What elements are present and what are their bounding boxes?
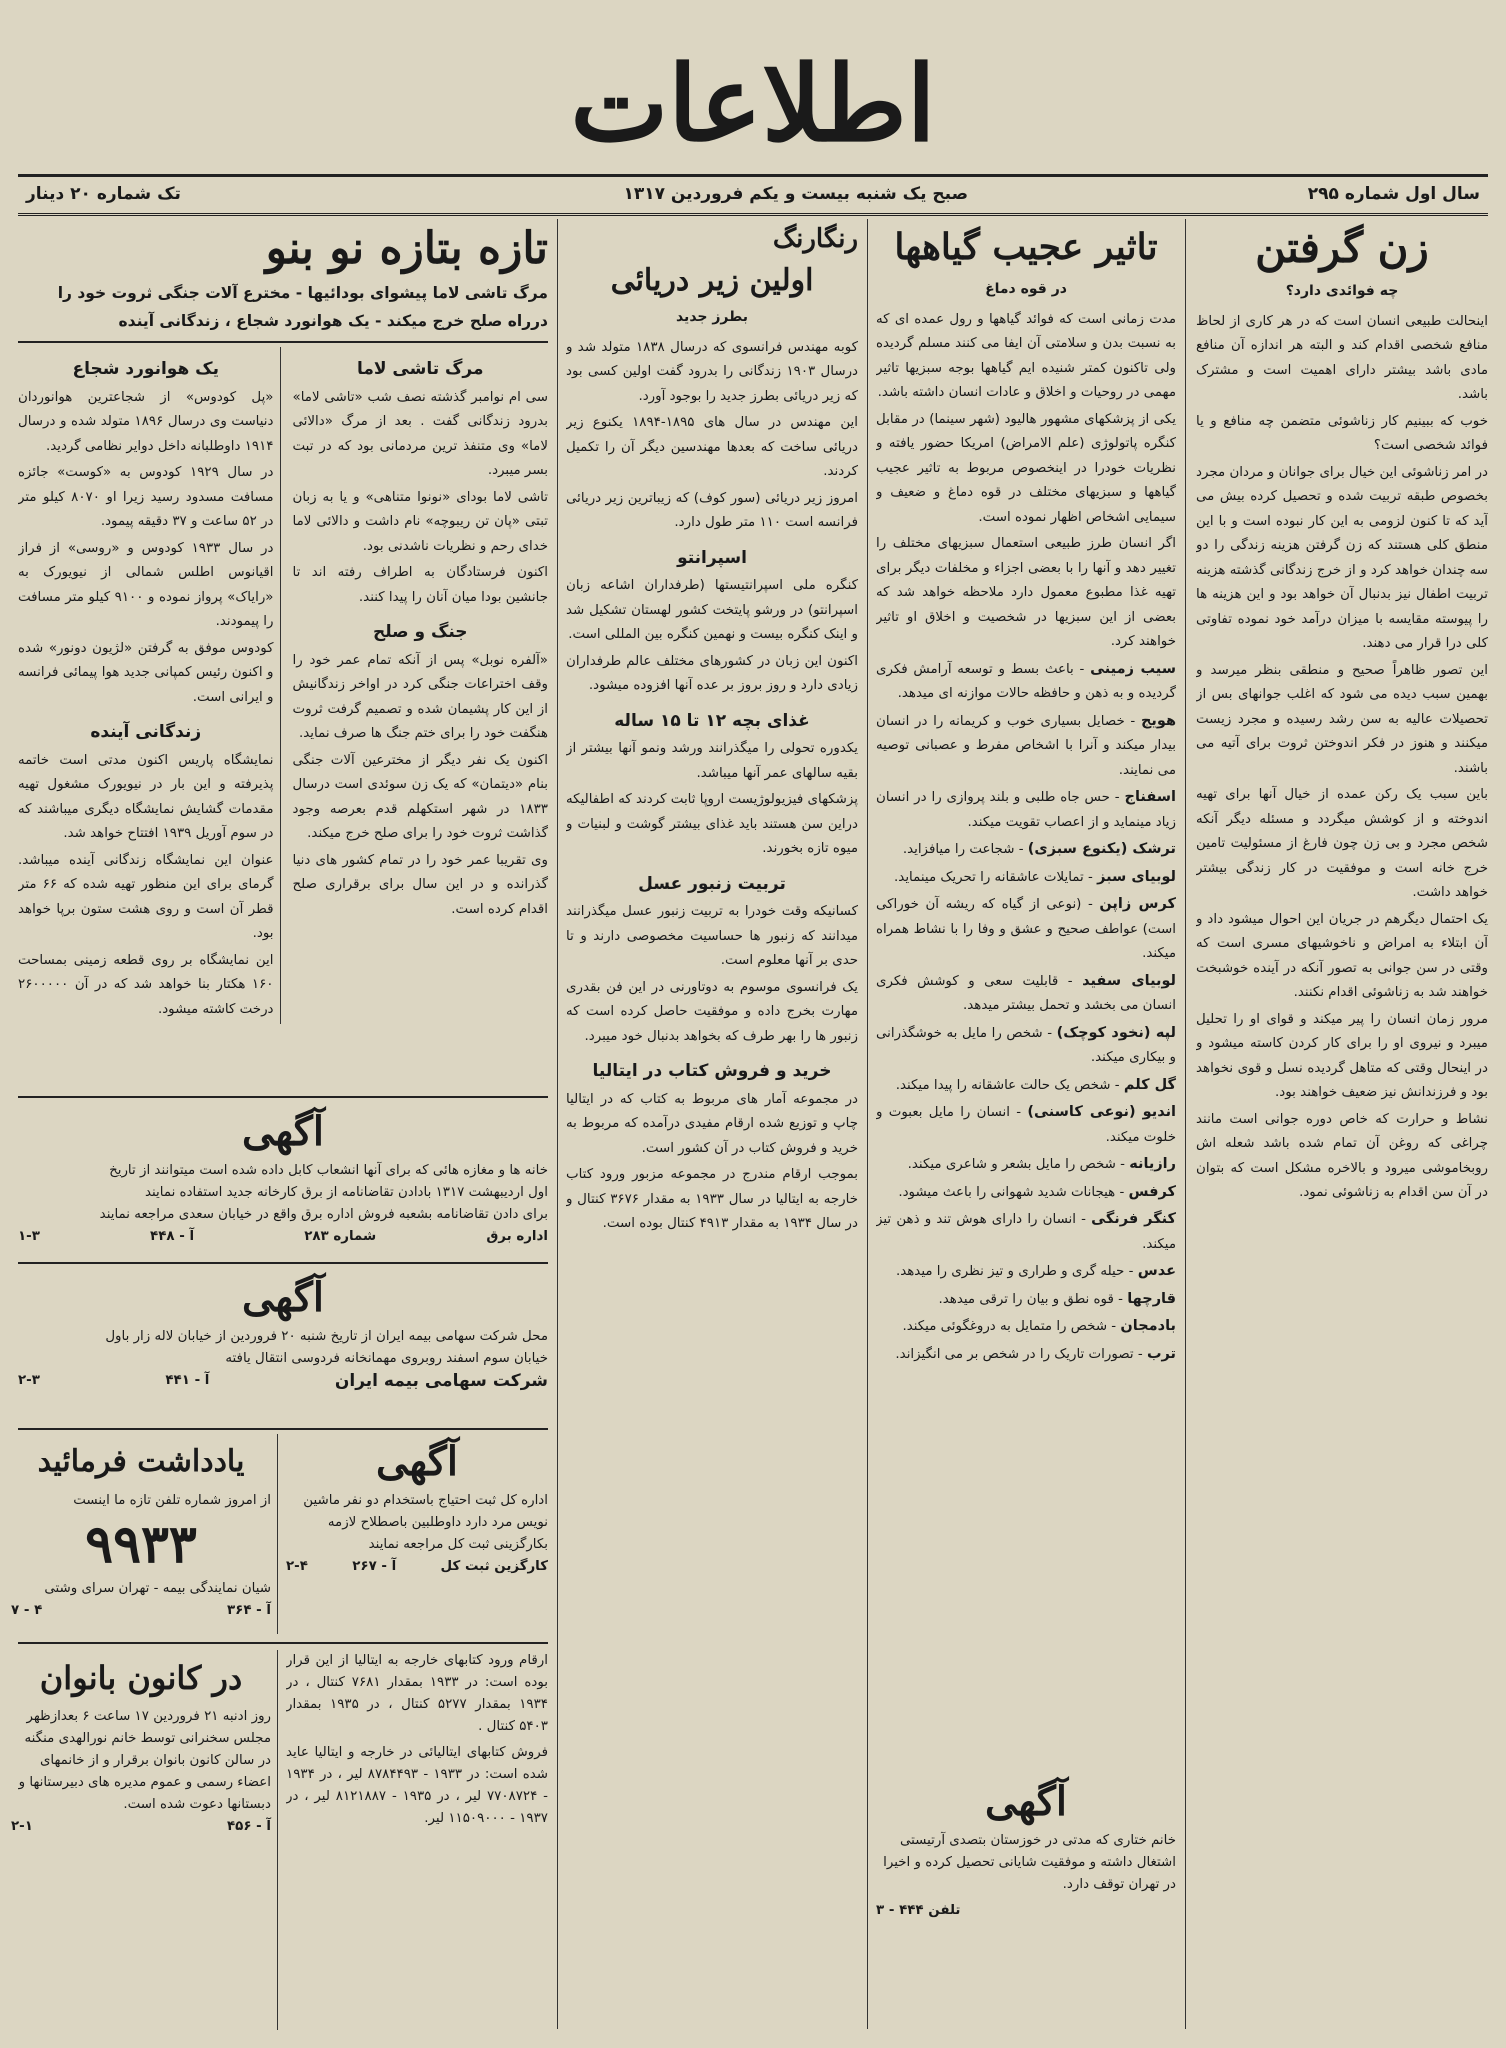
ad-actress bbox=[876, 1774, 1176, 2024]
section-heading: جنگ و صلح bbox=[372, 622, 468, 642]
vegetable-item: سیب زمینی - باعث بسط و توسعه آرامش فکری گردیده و به ذهن و حافظه حالات موازنه ای میدهد. bbox=[876, 660, 1176, 701]
ad-title: آگهی bbox=[985, 1778, 1067, 1825]
vegetable-item: کنگر فرنگی - انسان را دارای هوش تند و ذهن تیز میکند. bbox=[876, 1211, 1176, 1252]
vegetable-name: سیب زمینی bbox=[1090, 660, 1176, 677]
paragraph: این نمایشگاه بر روی قطعه زمینی بمساحت ۱۶۰ هکتار بنا خواهد شد که در آن ۲۶۰۰۰۰۰ درخت کاشته میشود. bbox=[18, 952, 274, 1017]
section-heading: تربیت زنبور عسل bbox=[638, 873, 786, 894]
issue-number: سال اول شماره ۲۹۵ bbox=[1307, 184, 1480, 204]
vegetable-name: ترب bbox=[1146, 1345, 1176, 1362]
article-subtitle: در قوه دماغ bbox=[985, 281, 1067, 297]
ad-number: آ - ۲۶۷ bbox=[352, 1559, 397, 1574]
news-right bbox=[293, 347, 549, 1024]
ad-phone: تلفن ۴۴۴ - ۳ bbox=[876, 1903, 961, 1918]
column-divider bbox=[1185, 219, 1186, 2029]
ad-line: اول اردیبهشت ۱۳۱۷ بادادن تقاضانامه از برق کارخانه جدید استفاده نمایند bbox=[144, 1185, 548, 1200]
section-heading: مرگ تاشی لاما bbox=[356, 359, 484, 379]
article-subtitle: بطرز جدید bbox=[675, 309, 749, 325]
vegetable-effect: قابلیت سعی و کوشش فکری انسان می بخشد و تحمل بیشتر میدهد. bbox=[876, 973, 1176, 1013]
headline-2: درراه صلح خرج میکند - یک هوانورد شجاع ، زندگانی آینده bbox=[118, 312, 548, 330]
ad-text: خانم ختاری که مدتی در خوزستان بتصدی آرتیستی اشتغال داشته و موفقیت شایانی تحصیل کرده و اخیرا در تهران توقف دارد. bbox=[883, 1833, 1176, 1892]
ad-company: شرکت سهامی بیمه ایران bbox=[334, 1371, 548, 1391]
book-sales-table bbox=[286, 1650, 548, 2030]
ad-title: در کانون بانوان bbox=[39, 1659, 243, 1697]
vegetable-name: ترشک (یکنوع سبزی) bbox=[1027, 841, 1176, 857]
vegetable-name: عدس bbox=[1137, 1263, 1176, 1279]
vegetable-effect: شخص را مایل به خوشگذرانی و بیکاری میکند. bbox=[876, 1025, 1176, 1065]
vegetable-effect: انسان را مایل بعبوت و خلوت میکند. bbox=[876, 1105, 1176, 1145]
ads-divider bbox=[18, 1096, 548, 1098]
paragraph: مدت زمانی است که فوائد گیاهها و رول عمده ای که به نسبت بدن و سلامتی آن ایفا می کنند مسلم گردیده ولی تاکنون کمتر شنیده ایم گیاهها بوجه سبزیها تاثیر مهمی در روحیات و اخلاق و عادات انسان داشته باشد. bbox=[876, 311, 1176, 400]
ad-office: کارگزین ثبت کل bbox=[440, 1559, 548, 1574]
ad-registry bbox=[286, 1434, 548, 1634]
paragraph: کودوس موفق به گرفتن «لژیون دونور» شده و اکنون رئیس کمپانی جدید هوا پیمائی فرانسه و ایرانی است. bbox=[18, 640, 274, 705]
paragraph: «پل کودوس» از شجاعترین هوانوردان دنیاست وی درسال ۱۸۹۶ متولد شده و درسال ۱۹۱۴ داوطلبانه داخل دوایر نظامی گردید. bbox=[18, 389, 274, 454]
ad-number: ۲-۳ bbox=[18, 1373, 40, 1388]
ad-office: اداره برق bbox=[486, 1229, 548, 1244]
vegetable-item: لوبیای سفید - قابلیت سعی و کوشش فکری انسان می بخشد و تحمل بیشتر میدهد. bbox=[876, 972, 1176, 1013]
ad-phone-number: ۹۹۳۳ bbox=[85, 1514, 197, 1575]
vegetable-item: گل کلم - شخص یک حالت عاشقانه را پیدا میکند. bbox=[895, 1076, 1176, 1093]
paragraph: یک فرانسوی موسوم به دوتاورنی در این فن بقدری مهارت بخرج داده و موفقیت حاصل کرده است که زنبور ها را بهر طرف که بخواهد بدنبال خود میبرد. bbox=[566, 979, 858, 1044]
vegetable-item: لپه (نخود کوچک) - شخص را مایل به خوشگذرانی و بیکاری میکند. bbox=[876, 1024, 1176, 1065]
ad-title: آگهی bbox=[242, 1108, 324, 1155]
ad-title: آگهی bbox=[376, 1438, 458, 1485]
paragraph: باین سبب یک رکن عمده از خیال آنها برای تهیه اندوخته و از کوشش میگردد و مسئله دیگر آنکه شخص مجرد و بی زن چون فارغ از مسئولیت تامین خرج خانه است و موفقیت در کار زندگی بیشتر خواهد داشت. bbox=[1196, 787, 1488, 900]
vegetable-item: عدس - حیله گری و طراری و تیز نظری را میدهد. bbox=[895, 1263, 1176, 1279]
vegetable-effect: قوه نطق و بیان را ترقی میدهد. bbox=[938, 1291, 1114, 1307]
paragraph: نشاط و حرارت که خاص دوره جوانی است مانند چراغی که روغن آن تمام شده باشد شعله اش روبخاموشی میرود و بالاخره مشکل است که بتوان در آن سن اقدام به زناشوئی نمود. bbox=[1196, 1111, 1488, 1200]
paragraph: اکنون فرستادگان به اطراف رفته اند تا جانشین بودا میان آنان را پیدا کنند. bbox=[292, 565, 548, 605]
vegetable-item: رازیانه - شخص را مایل بشعر و شاعری میکند. bbox=[907, 1156, 1176, 1172]
vegetable-effect: شخص را متمایل به دروغگوئی میکند. bbox=[902, 1319, 1108, 1334]
paragraph: اکنون یک نفر دیگر از مخترعین آلات جنگی بنام «دیتمان» که یک زن سوئدی است درسال ۱۸۳۳ در شهر استکهلم قدم بعرصه وجود گذاشت ثروت خود را برای صلح خرج میکند. bbox=[292, 752, 548, 841]
ad-text: از امروز شماره تلفن تازه ما اینست bbox=[73, 1493, 271, 1508]
vegetable-name: اندیو (نوعی کاسنی) bbox=[1027, 1104, 1176, 1120]
paragraph: در مجموعه آمار های مربوط به کتاب که در ایتالیا چاپ و توزیع شده ارقام مفیدی درآمده که مربوط به خرید و فروش کتاب در آن کشور است. bbox=[566, 1091, 858, 1156]
paragraph: وی تقریبا عمر خود را در تمام کشور های دنیا گذرانده و در این سال برای برقراری صلح اقدام کرده است. bbox=[292, 852, 548, 917]
ad-number: ۲-۴ bbox=[286, 1559, 308, 1574]
paragraph: نمایشگاه پاریس اکنون مدتی است خاتمه پذیرفته و این بار در نیویورک مشغول تهیه مقدمات گشایش نمایشگاه دیگری میباشند که در سوم آوریل ۱۹۳۹ افتتاح خواهد شد. bbox=[18, 752, 274, 841]
vegetable-effect: هیجانات شدید شهوانی را باعث میشود. bbox=[898, 1184, 1116, 1200]
paragraph: در امر زناشوئی این خیال برای جوانان و مردان مجرد بخصوص طبقه تربیت شده و تحصیل کرده بیش می آید که تا کنون لزومی به این کار نبوده است و با این منطق کلی هستند که زن گرفتن هزینه زندگی را دو سه چندان خواهد کرد و از خرج زندگانی گذشته هزینه تربیت اطفال نیز بدنبال آن خواهد بود و این هزینه ها را پیوسته مقایسه با میزان درآمد خود نموده تفاوتی کلی درا قرار می دهند. bbox=[1196, 464, 1488, 651]
newspaper-title: اطلاعات bbox=[570, 42, 936, 165]
vegetable-item: هویج - خصایل بسیاری خوب و کریمانه را در انسان بیدار میکند و آنرا با اشخاص مفرط و عصبانی توصیه می نمایند. bbox=[876, 712, 1176, 778]
article-title: اولین زیر دریائی bbox=[610, 263, 814, 298]
vegetable-item: کرفس - هیجانات شدید شهوانی را باعث میشود. bbox=[898, 1183, 1176, 1200]
article-vegetables bbox=[876, 219, 1176, 1759]
paragraph: کسانیکه وقت خودرا به تربیت زنبور عسل میگذرانند میدانند که زنبور ها حساسیت مخصوصی دارند و تا حدی بر آنها معلوم است. bbox=[566, 904, 858, 968]
paragraph: خوب که ببینیم کار زناشوئی متضمن چه منافع و یا فوائد شخصی است؟ bbox=[1196, 413, 1488, 453]
vegetable-name: لوبیای سبز bbox=[1097, 868, 1176, 885]
article-subtitle: چه فوائدی دارد؟ bbox=[1285, 283, 1399, 299]
paragraph: عنوان این نمایشگاه زندگانی آینده میباشد. گرمای برای این منظور تهیه شده که ۶۶ متر قطر آن است و روی هشت ستون برپا خواهد بود. bbox=[18, 852, 274, 941]
section-heading: خرید و فروش کتاب در ایتالیا bbox=[592, 1061, 832, 1081]
paragraph: یکی از پزشکهای مشهور هالیود (شهر سینما) در مقابل کنگره پاتولوژی (علم الامراض) امریکا حضور یافته و نظریات خودرا در اینخصوص مربوط به تاثیر عجیب گیاهها و سبزیهای مختلف در قوه دماغ و ضعیف و سیمایی اشخاص اظهار نموده است. bbox=[876, 411, 1176, 525]
ad-number: آ - ۳۶۴ bbox=[226, 1603, 271, 1618]
ad-text: اداره کل ثبت احتیاج باستخدام دو نفر ماشین نویس مرد دارد داوطلبین باصطلاح لازمه بکارگزینی ثبت کل مراجعه نمایند bbox=[303, 1493, 548, 1552]
news-left bbox=[18, 347, 281, 1024]
issue-date: صبح یک شنبه بیست و یکم فروردین ۱۳۱۷ bbox=[623, 184, 968, 204]
paragraph: فروش کتابهای ایتالیائی در خارجه و ایتالیا عاید شده است: در ۱۹۳۳ - ۸۷۸۴۴۹۳ لیر ، در ۱۹۳۴ - ۷۷۰۸۷۲۴ لیر ، در ۱۹۳۵ - ۸۱۲۱۸۸۷ لیر ، در ۱۹۳۷ - ۱۱۵۰۹۰۰۰ لیر. bbox=[286, 1745, 548, 1826]
section-heading: یک هوانورد شجاع bbox=[72, 359, 219, 379]
headline-1: مرگ تاشی لاما پیشوای بودائیها - مخترع آلات جنگی ثروت خود را bbox=[57, 284, 548, 302]
vegetable-name: کنگر فرنگی bbox=[1091, 1211, 1176, 1227]
paragraph: امروز زیر دریائی (سور کوف) که زیباترین زیر دریائی فرانسه است ۱۱۰ متر طول دارد. bbox=[566, 490, 858, 530]
paragraph: یکدوره تحولی را میگذرانند ورشد ونمو آنها بیشتر از بقیه سالهای عمر آنها میباشد. bbox=[566, 741, 858, 781]
vegetable-effect: باعث بسط و توسعه آرامش فکری گردیده و به ذهن و حافظه حالات موازنه ای میدهد. bbox=[876, 661, 1176, 701]
paragraph: در سال ۱۹۲۹ کودوس به «کوست» جائزه مسافت مسدود رسید زیرا او ۸۰۷۰ کیلو متر در ۵۲ ساعت و ۳۷ دقیقه پیمود. bbox=[18, 465, 274, 529]
ad-number: شماره ۲۸۳ bbox=[304, 1229, 377, 1244]
column-title: تازه بتازه نو بنو bbox=[265, 223, 548, 274]
ad-number: آ - ۴۴۸ bbox=[150, 1229, 195, 1244]
ad-line: خیابان سوم اسفند روبروی مهمانخانه فردوسی انتقال یافته bbox=[225, 1351, 548, 1366]
paragraph: ارقام ورود کتابهای خارجه به ایتالیا از این قرار بوده است: در ۱۹۳۳ بمقدار ۷۶۸۱ کنتال ، در ۱۹۳۴ بمقدار ۵۲۷۷ کنتال ، در ۱۹۳۵ بمقدار ۵۴۰۳ کنتال . bbox=[286, 1653, 548, 1734]
vegetable-effect: (نوعی از گیاه که ریشه آن خوراکی است) عواطف صحیح و عشق و وفا را با نشاط همراه میکند. bbox=[876, 897, 1176, 961]
issue-price: تک شماره ۲۰ دینار bbox=[26, 184, 181, 204]
vegetable-name: هویج bbox=[1140, 712, 1176, 729]
column-divider bbox=[867, 219, 868, 2029]
ad-footer bbox=[11, 1816, 271, 1838]
article-body bbox=[1196, 310, 1488, 1206]
news-split bbox=[18, 341, 548, 1024]
vegetable-item: ترشک (یکنوع سبزی) - شجاعت را میافزاید. bbox=[902, 841, 1176, 857]
vegetable-effect: تمایلات عاشقانه را تحریک مینماید. bbox=[894, 869, 1084, 885]
ad-number: ۲-۱ bbox=[11, 1819, 33, 1834]
ad-phone-note bbox=[11, 1434, 278, 1634]
section-heading: زندگانی آینده bbox=[90, 722, 202, 742]
ad-footer bbox=[286, 1556, 548, 1578]
ads-divider bbox=[18, 1642, 548, 1644]
ads-divider bbox=[18, 1262, 548, 1264]
article-title: تاثیر عجیب گیاهها bbox=[894, 226, 1158, 268]
paragraph: پزشکهای فیزیولوژیست اروپا ثابت کردند که اطفالیکه دراین سن هستند باید غذای بیشتر گوشت و لبنیات و میوه تازه بخورند. bbox=[566, 792, 858, 856]
vegetable-effect: خصایل بسیاری خوب و کریمانه را در انسان بیدار میکند و آنرا با اشخاص مفرط و عصبانی توصیه می نمایند. bbox=[876, 713, 1176, 778]
paragraph: یک احتمال دیگرهم در جریان این احوال میشود داد و آن ابتلاء به امراض و ناخوشیهای مسری است که وقتی در سن جوانی به تصور آنکه در آینده خوشبخت خواهند شد به زناشوئی اقدام نکنند. bbox=[1196, 911, 1488, 1000]
vegetable-effect: حیله گری و طراری و تیز نظری را میدهد. bbox=[895, 1264, 1125, 1279]
vegetable-effect: شخص یک حالت عاشقانه را پیدا میکند. bbox=[895, 1077, 1111, 1093]
news-column bbox=[18, 219, 548, 1089]
newspaper-page bbox=[11, 14, 1488, 2034]
ad-electricity bbox=[18, 1104, 548, 1254]
ad-line: برای دادن تقاضانامه بشعبه فروش اداره برق واقع در خیابان سعدی مراجعه نمایند bbox=[99, 1207, 548, 1222]
paragraph: اینحالت طبیعی انسان است که در هر کاری از لحاظ منافع شخصی اقدام کند و البته هر اندازه آن منافع مادی باشد بیشتر دارای اهمیت است و مشترک باشد. bbox=[1196, 313, 1488, 402]
paragraph: این مهندس در سال های ۱۸۹۵-۱۸۹۴ یکنوع زیر دریائی ساخت که بعدها مهندسین دیگر آن را تکمیل کردند. bbox=[566, 415, 858, 479]
vegetable-name: قارچها bbox=[1127, 1290, 1176, 1307]
ad-line: خانه ها و مغازه هائی که برای آنها انشعاب کابل داده شده است میتوانند از تاریخ bbox=[109, 1163, 548, 1178]
section-heading: غذای بچه ۱۲ تا ۱۵ ساله bbox=[614, 710, 810, 731]
ad-footer bbox=[11, 1600, 271, 1622]
paragraph: بموجب ارقام مندرج در مجموعه مزبور ورود کتاب خارجه به ایتالیا در سال ۱۹۳۳ به مقدار ۳۶۷۶ کنتال و در سال ۱۹۳۴ به مقدار ۴۹۱۳ کنتال بوده است. bbox=[566, 1167, 858, 1231]
ad-number: ۱-۳ bbox=[18, 1229, 40, 1244]
article-miscellany bbox=[566, 219, 858, 2029]
ad-number: آ - ۴۴۱ bbox=[165, 1373, 210, 1388]
vegetable-name: لپه (نخود کوچک) bbox=[1056, 1024, 1176, 1041]
article-body bbox=[566, 336, 858, 1237]
ad-footer bbox=[18, 1226, 548, 1248]
section-label: رنگارنگ bbox=[772, 224, 858, 254]
paragraph: کنگره ملی اسپرانتیستها (طرفداران اشاعه زبان اسپرانتو) در ورشو پایتخت کشور لهستان تشکیل شد و اینک کنگره بیست و نهمین کنگره بین المللی است. bbox=[566, 578, 858, 642]
vegetable-item: کرس زاپن - (نوعی از گیاه که ریشه آن خوراکی است) عواطف صحیح و عشق و وفا را با نشاط همراه میکند. bbox=[876, 896, 1176, 961]
vegetable-name: کرفس bbox=[1128, 1183, 1176, 1200]
column-divider bbox=[557, 219, 558, 2029]
vegetable-name: رازیانه bbox=[1129, 1156, 1176, 1172]
section-heading: اسپرانتو bbox=[677, 547, 747, 568]
vegetable-name: بادمجان bbox=[1120, 1318, 1176, 1334]
article-marriage bbox=[1196, 219, 1488, 2019]
paragraph: تاشی لاما بودای «نونوا متناهی» و یا به زبان تبتی «پان تن ریبوچه» نام داشت و دالائی لاما خدای رحم و نظریات ناشدنی بود. bbox=[292, 489, 548, 554]
ad-womens-center bbox=[11, 1650, 278, 2030]
dateline bbox=[18, 174, 1488, 216]
paragraph: «آلفره نوبل» پس از آنکه تمام عمر خود را وقف اختراعات جنگی کرد در اواخر زندگانیش از این کار پشیمان شده و تصمیم گرفت ثروت هنگفت خود را برای ختم جنگ ها صرف نماید. bbox=[292, 652, 548, 741]
vegetable-effect: تصورات تاریک را در شخص بر می انگیزاند. bbox=[895, 1346, 1134, 1362]
vegetable-item: اسفناج - حس جاه طلبی و بلند پروازی را در انسان زیاد مینماید و از اعصاب تقویت میکند. bbox=[876, 789, 1176, 830]
vegetable-effect: حس جاه طلبی و بلند پروازی را در انسان زیاد مینماید و از اعصاب تقویت میکند. bbox=[876, 790, 1176, 830]
ads-divider bbox=[18, 1428, 548, 1430]
vegetable-name: اسفناج bbox=[1124, 789, 1176, 805]
vegetable-item: اندیو (نوعی کاسنی) - انسان را مایل بعبوت و خلوت میکند. bbox=[876, 1104, 1176, 1145]
article-items bbox=[876, 657, 1176, 1368]
paragraph: این تصور ظاهراً صحیح و منطقی بنظر میرسد و بهمین سبب دیده می شود که اغلب جوانهای بس از تحصیلات عالیه به سن رشد رسیده و مجرد زیست میکنند و هنوز در فکر اندوختن ثروت برای آتیه می باشند. bbox=[1196, 662, 1488, 776]
paragraph: اگر انسان طرز طبیعی استعمال سبزیهای مختلف را تغییر دهد و آنها را با بعضی اجزاء و مخلفات دیگر برای تهیه غذا مطبوع معمول دارد ملاحظه خواهد شد که بعضی از این سبزیها در شخصیت و اخلاق او تاثیر خواهند کرد. bbox=[876, 536, 1176, 649]
article-title: زن گرفتن bbox=[1255, 223, 1429, 272]
paragraph: سی ام نوامبر گذشته نصف شب «تاشی لاما» بدرود زندگانی گفت . بعد از مرگ «دالائی لاما» وی متنفذ ترین مردمانی بود که در تبت بسر میبرد. bbox=[292, 389, 548, 478]
ad-text: روز ادنبه ۲۱ فروردین ۱۷ ساعت ۶ بعدازظهر مجلس سخنرانی توسط خانم نورالهدی منگنه در سالن کانون بانوان برقرار و از خانمهای اعضاء رسمی و عموم مدیره های دبیرستانها و دبستانها دعوت شده است. bbox=[18, 1709, 271, 1812]
vegetable-effect: شخص را مایل بشعر و شاعری میکند. bbox=[907, 1157, 1116, 1172]
vegetable-name: گل کلم bbox=[1123, 1076, 1176, 1093]
ad-number: آ - ۴۵۶ bbox=[226, 1819, 271, 1834]
paragraph: در سال ۱۹۳۳ کودوس و «روسی» از فراز اقیانوس اطلس شمالی از نیویورک به «رایاک» پرواز نموده و ۹۱۰۰ کیلو متر مسافت را پیمودند. bbox=[18, 540, 274, 629]
ad-title: آگهی bbox=[242, 1274, 324, 1321]
paragraph: مرور زمان انسان را پیر میکند و قوای او را تحلیل میبرد و نیروی او را برای کار کردن کاسته میشود و در اینحال وقتی که متاهل گردیده نسل و قوی نخواهد بود و فرزندانش نیز ضعیف خواهند بود. bbox=[1196, 1011, 1488, 1100]
paragraph: اکنون این زبان در کشورهای مختلف عالم طرفداران زیادی دارد و روز بروز بر عده آنها افزوده میشود. bbox=[566, 653, 858, 693]
ad-line: محل شرکت سهامی بیمه ایران از تاریخ شنبه ۲۰ فروردین از خیابان لاله زار باول bbox=[105, 1329, 548, 1344]
paragraph: کوبه مهندس فرانسوی که درسال ۱۸۳۸ متولد شد و درسال ۱۹۰۳ زندگانی را بدرود گفت اولین کسی بود که زیر دریائی بطرز جدید را بوجود آورد. bbox=[566, 339, 858, 404]
vegetable-name: لوبیای سفید bbox=[1082, 972, 1176, 989]
ad-insurance bbox=[18, 1270, 548, 1420]
vegetable-item: ترب - تصورات تاریک را در شخص بر می انگیزاند. bbox=[895, 1345, 1176, 1362]
vegetable-item: بادمجان - شخص را متمایل به دروغگوئی میکند. bbox=[902, 1318, 1176, 1334]
vegetable-item: لوبیای سبز - تمایلات عاشقانه را تحریک مینماید. bbox=[894, 868, 1176, 885]
article-body bbox=[876, 308, 1176, 655]
vegetable-item: قارچها - قوه نطق و بیان را ترقی میدهد. bbox=[938, 1290, 1176, 1307]
vegetable-effect: انسان را دارای هوش تند و ذهن تیز میکند. bbox=[876, 1212, 1176, 1252]
ad-title: یادداشت فرمائید bbox=[37, 1444, 245, 1479]
ad-footer bbox=[18, 1370, 548, 1392]
vegetable-effect: شجاعت را میافزاید. bbox=[902, 842, 1015, 857]
ad-text: شیان نمایندگی بیمه - تهران سرای وشتی bbox=[44, 1581, 271, 1596]
masthead bbox=[18, 34, 1488, 174]
ad-number: ۴ - ۷ bbox=[11, 1603, 43, 1618]
vegetable-name: کرس زاپن bbox=[1099, 896, 1176, 912]
